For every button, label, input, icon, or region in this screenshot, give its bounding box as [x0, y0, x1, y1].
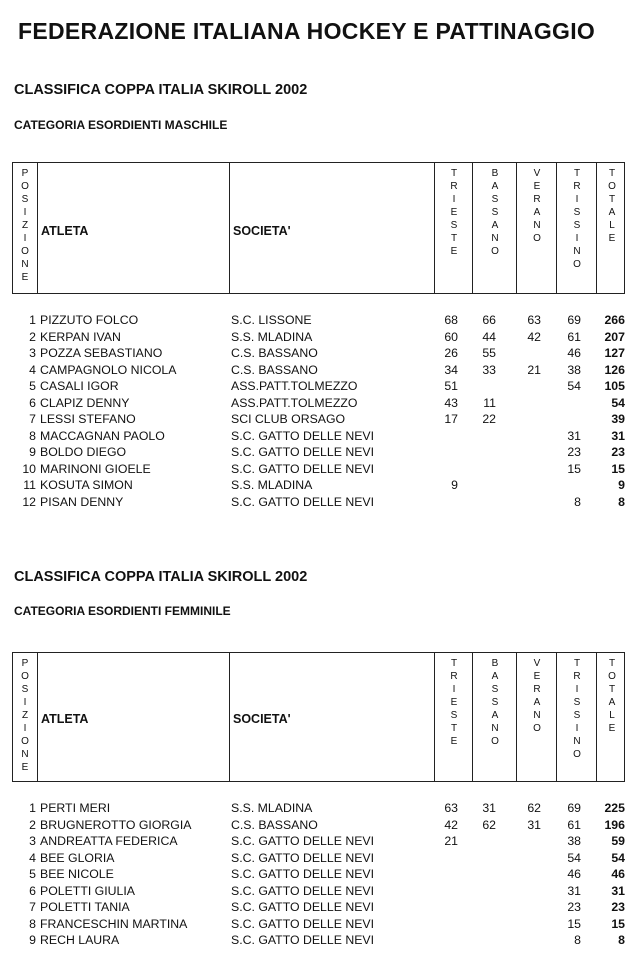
- cell-name: BRUGNEROTTO GIORGIA: [40, 817, 192, 832]
- table-row: [0, 412, 640, 429]
- cell-soc: S.S. MLADINA: [231, 478, 313, 492]
- cell-b: 66: [482, 313, 496, 327]
- table-row: [0, 313, 640, 330]
- header-atleta: [38, 653, 230, 781]
- cell-tot: 266: [604, 313, 625, 327]
- cell-name: MARINONI GIOELE: [40, 461, 151, 476]
- cell-name: BOLDO DIEGO: [40, 445, 127, 459]
- header-bassano: [473, 163, 517, 293]
- cell-name: POLETTI GIULIA: [40, 883, 135, 898]
- cell-name: LESSI STEFANO: [40, 412, 136, 426]
- vertical-header-label: T R I E S T E: [450, 658, 458, 747]
- cell-name: CAMPAGNOLO NICOLA: [40, 362, 177, 377]
- cell-tr: 54: [567, 850, 581, 865]
- cell-soc: S.C. GATTO DELLE NEVI: [231, 834, 375, 848]
- cell-tr: 38: [567, 362, 581, 377]
- table-row: [0, 900, 640, 917]
- cell-soc: C.S. BASSANO: [231, 346, 318, 360]
- cell-name: BEE GLORIA: [40, 850, 115, 865]
- cell-name: RECH LAURA: [40, 933, 120, 947]
- cell-tr: 69: [567, 801, 581, 815]
- cell-tr: 46: [567, 346, 581, 360]
- table-row: [0, 851, 640, 868]
- table-header: [12, 162, 625, 294]
- cell-pos: 7: [29, 900, 36, 914]
- table-row: [0, 330, 640, 347]
- cell-pos: 3: [29, 834, 36, 848]
- cell-b: 44: [482, 329, 496, 344]
- cell-name: CASALI IGOR: [40, 379, 119, 393]
- cell-pos: 8: [29, 428, 36, 443]
- header-societa-label: SOCIETA': [233, 712, 291, 726]
- cell-t: 43: [444, 395, 458, 410]
- cell-soc: S.C. GATTO DELLE NEVI: [231, 445, 375, 459]
- cell-soc: S.C. GATTO DELLE NEVI: [231, 850, 375, 865]
- header-trieste: [435, 163, 473, 293]
- cell-pos: 6: [29, 395, 36, 410]
- vertical-header-label: T O T A L E: [608, 658, 616, 734]
- vertical-header-label: V E R A N O: [533, 658, 541, 734]
- cell-tot: 54: [611, 395, 625, 410]
- table-row: [0, 818, 640, 835]
- cell-pos: 5: [29, 867, 36, 881]
- cell-pos: 1: [29, 801, 36, 815]
- cell-soc: ASS.PATT.TOLMEZZO: [231, 395, 358, 410]
- cell-b: 31: [482, 801, 496, 815]
- table-row: [0, 429, 640, 446]
- table-row: [0, 478, 640, 495]
- cell-pos: 4: [29, 362, 36, 377]
- cell-tr: 8: [574, 933, 581, 947]
- cell-name: PIZZUTO FOLCO: [40, 313, 139, 327]
- cell-t: 51: [444, 379, 458, 393]
- table-row: [0, 834, 640, 851]
- vertical-header-label: B A S S A N O: [491, 168, 499, 257]
- table-row: [0, 917, 640, 934]
- cell-tot: 126: [604, 362, 625, 377]
- cell-pos: 2: [29, 817, 36, 832]
- header-trissino: [557, 163, 597, 293]
- cell-pos: 7: [29, 412, 36, 426]
- table-row: [0, 396, 640, 413]
- cell-tot: 23: [611, 445, 625, 459]
- cell-tr: 61: [567, 817, 581, 832]
- cell-name: POZZA SEBASTIANO: [40, 346, 163, 360]
- header-verano: [517, 163, 557, 293]
- cell-name: POLETTI TANIA: [40, 900, 130, 914]
- cell-tot: 31: [611, 883, 625, 898]
- cell-tot: 105: [604, 379, 625, 393]
- cell-tot: 9: [618, 478, 625, 492]
- cell-tr: 31: [567, 883, 581, 898]
- cell-soc: S.C. LISSONE: [231, 313, 312, 327]
- cell-v: 62: [527, 801, 541, 815]
- cell-tr: 8: [574, 494, 581, 509]
- cell-tot: 46: [611, 867, 625, 881]
- vertical-header-label: T O T A L E: [608, 168, 616, 244]
- cell-pos: 9: [29, 933, 36, 947]
- cell-name: PERTI MERI: [40, 801, 111, 815]
- header-trieste: [435, 653, 473, 781]
- cell-tr: 23: [567, 445, 581, 459]
- table-row: [0, 801, 640, 818]
- cell-name: FRANCESCHIN MARTINA: [40, 916, 188, 931]
- cell-tot: 39: [611, 412, 625, 426]
- header-societa: [230, 163, 435, 293]
- cell-t: 42: [444, 817, 458, 832]
- cell-pos: 1: [29, 313, 36, 327]
- table-row: [0, 379, 640, 396]
- cell-tot: 8: [618, 494, 625, 509]
- cell-soc: C.S. BASSANO: [231, 362, 318, 377]
- cell-soc: S.C. GATTO DELLE NEVI: [231, 867, 375, 881]
- header-atleta: [38, 163, 230, 293]
- cell-t: 21: [444, 834, 458, 848]
- table-row: [0, 933, 640, 950]
- cell-tot: 59: [611, 834, 625, 848]
- cell-b: 55: [482, 346, 496, 360]
- vertical-header-label: V E R A N O: [533, 168, 541, 244]
- cell-pos: 11: [23, 478, 36, 492]
- cell-pos: 5: [29, 379, 36, 393]
- vertical-header-label: T R I E S T E: [450, 168, 458, 257]
- cell-b: 22: [482, 412, 496, 426]
- cell-v: 21: [527, 362, 541, 377]
- cell-tr: 31: [567, 428, 581, 443]
- table-row: [0, 346, 640, 363]
- cell-tot: 23: [611, 900, 625, 914]
- cell-v: 63: [527, 313, 541, 327]
- cell-pos: 10: [22, 461, 36, 476]
- cell-soc: SCI CLUB ORSAGO: [231, 412, 346, 426]
- cell-name: CLAPIZ DENNY: [40, 395, 130, 410]
- cell-v: 31: [527, 817, 541, 832]
- vertical-header-label: T R I S S I N O: [573, 168, 581, 270]
- cell-t: 34: [444, 362, 458, 377]
- page-title: FEDERAZIONE ITALIANA HOCKEY E PATTINAGGIO: [18, 18, 596, 44]
- cell-b: 11: [483, 395, 496, 410]
- cell-pos: 4: [29, 850, 36, 865]
- cell-t: 60: [444, 329, 458, 344]
- table-row: [0, 495, 640, 512]
- cell-t: 17: [444, 412, 458, 426]
- cell-pos: 9: [29, 445, 36, 459]
- vertical-header-label: B A S S A N O: [491, 658, 499, 747]
- cell-name: ANDREATTA FEDERICA: [40, 834, 178, 848]
- header-trissino: [557, 653, 597, 781]
- header-totale: [597, 163, 626, 293]
- table-header: [12, 652, 625, 782]
- cell-soc: S.C. GATTO DELLE NEVI: [231, 461, 375, 476]
- cell-tot: 8: [618, 933, 625, 947]
- table-row: [0, 884, 640, 901]
- header-atleta-label: ATLETA: [41, 224, 89, 238]
- header-bassano: [473, 653, 517, 781]
- table-row: [0, 445, 640, 462]
- cell-soc: S.C. GATTO DELLE NEVI: [231, 916, 375, 931]
- cell-t: 63: [444, 801, 458, 815]
- section-heading: CLASSIFICA COPPA ITALIA SKIROLL 2002: [14, 569, 308, 585]
- cell-tr: 23: [567, 900, 581, 914]
- cell-tot: 15: [611, 916, 625, 931]
- cell-pos: 12: [22, 494, 36, 509]
- header-societa: [230, 653, 435, 781]
- cell-name: BEE NICOLE: [40, 867, 114, 881]
- cell-soc: S.C. GATTO DELLE NEVI: [231, 883, 375, 898]
- cell-soc: S.C. GATTO DELLE NEVI: [231, 933, 375, 947]
- cell-soc: S.C. GATTO DELLE NEVI: [231, 494, 375, 509]
- cell-tot: 15: [611, 461, 625, 476]
- cell-pos: 2: [29, 329, 36, 344]
- header-verano: [517, 653, 557, 781]
- cell-tot: 225: [604, 801, 625, 815]
- cell-tr: 15: [567, 916, 581, 931]
- header-totale: [597, 653, 626, 781]
- cell-tot: 54: [611, 850, 625, 865]
- cell-soc: S.C. GATTO DELLE NEVI: [231, 900, 375, 914]
- header-societa-label: SOCIETA': [233, 224, 291, 238]
- vertical-header-label: T R I S S I N O: [573, 658, 581, 760]
- cell-pos: 8: [29, 916, 36, 931]
- cell-soc: C.S. BASSANO: [231, 817, 318, 832]
- header-posizione: [13, 163, 38, 293]
- vertical-header-label: P O S I Z I O N E: [21, 658, 29, 773]
- header-posizione: [13, 653, 38, 781]
- cell-soc: S.C. GATTO DELLE NEVI: [231, 428, 375, 443]
- section-heading: CLASSIFICA COPPA ITALIA SKIROLL 2002: [14, 82, 308, 98]
- vertical-header-label: P O S I Z I O N E: [21, 168, 29, 283]
- cell-v: 42: [527, 329, 541, 344]
- cell-tr: 61: [567, 329, 581, 344]
- cell-name: KERPAN IVAN: [40, 329, 121, 344]
- cell-soc: S.S. MLADINA: [231, 801, 313, 815]
- cell-t: 9: [451, 478, 458, 492]
- cell-tot: 196: [604, 817, 625, 832]
- cell-t: 68: [444, 313, 458, 327]
- cell-tr: 46: [567, 867, 581, 881]
- table-row: [0, 867, 640, 884]
- cell-tot: 31: [611, 428, 625, 443]
- cell-tot: 127: [604, 346, 625, 360]
- cell-b: 62: [482, 817, 496, 832]
- cell-pos: 3: [29, 346, 36, 360]
- cell-name: PISAN DENNY: [40, 494, 124, 509]
- table-row: [0, 462, 640, 479]
- category-heading: CATEGORIA ESORDIENTI FEMMINILE: [14, 604, 231, 618]
- header-atleta-label: ATLETA: [41, 712, 89, 726]
- cell-pos: 6: [29, 883, 36, 898]
- cell-soc: ASS.PATT.TOLMEZZO: [231, 379, 358, 393]
- cell-tot: 207: [604, 329, 625, 344]
- cell-tr: 38: [567, 834, 581, 848]
- cell-tr: 69: [567, 313, 581, 327]
- cell-name: MACCAGNAN PAOLO: [40, 428, 165, 443]
- category-heading: CATEGORIA ESORDIENTI MASCHILE: [14, 118, 228, 132]
- cell-tr: 54: [567, 379, 581, 393]
- cell-soc: S.S. MLADINA: [231, 329, 313, 344]
- cell-t: 26: [444, 346, 458, 360]
- cell-b: 33: [482, 362, 496, 377]
- table-row: [0, 363, 640, 380]
- cell-name: KOSUTA SIMON: [40, 478, 133, 492]
- cell-tr: 15: [567, 461, 581, 476]
